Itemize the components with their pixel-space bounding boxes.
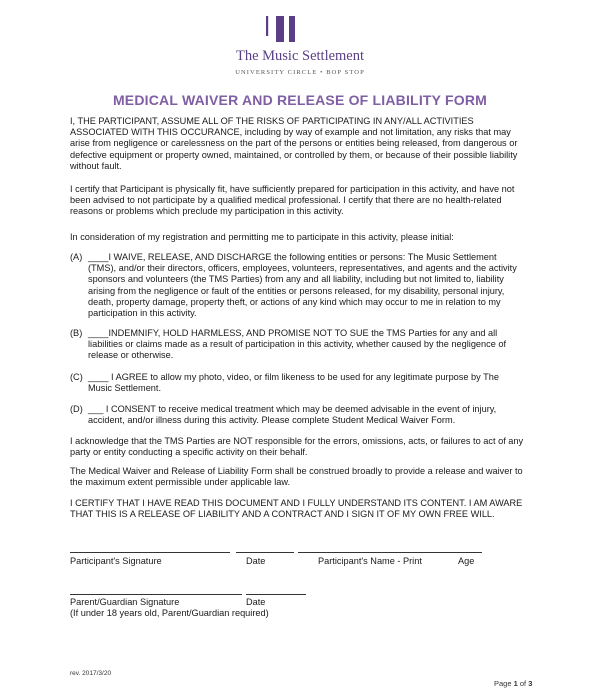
item-b-lead: INDEMNIFY, HOLD HARMLESS, AND PROMISE NOT TO SUE	[108, 328, 369, 338]
item-b-mark: (B)	[70, 328, 83, 338]
item-c-initial-blank[interactable]: ____	[88, 372, 109, 382]
paragraph-construed: The Medical Waiver and Release of Liability Form shall be construed broadly to provide a release and waiver to the maximum extent permissible under applicable law.	[70, 466, 523, 488]
paragraph-certify: I CERTIFY THAT I HAVE READ THIS DOCUMENT AND I FULLY UNDERSTAND ITS CONTENT. I AM AWARE THAT THIS IS A RELEASE OF LIABILITY AND A CONTRACT AND I SIGN IT OF MY OWN FREE WILL.	[70, 498, 523, 520]
guardian-signature-line[interactable]	[70, 594, 242, 595]
item-a-initial-blank[interactable]: ____	[88, 252, 109, 262]
org-name: The Music Settlement	[235, 48, 365, 64]
paragraph-assume-risk-lead: I, THE PARTICIPANT, ASSUME ALL OF THE RISKS OF PARTICIPATING IN ANY/ALL ACTIVITIES ASSOCIATED WITH THIS OCCURANCE,	[70, 116, 474, 138]
participant-signature-label: Participant's Signature	[70, 556, 162, 566]
guardian-signature-label: Parent/Guardian Signature	[70, 597, 180, 607]
participant-signature-line[interactable]	[70, 552, 230, 553]
item-d-lead: I CONSENT	[103, 404, 156, 414]
item-c-rest: to allow my photo, video, or film likeness to be used for any legitimate purpose by The Music Settlement.	[88, 372, 499, 394]
form-body	[70, 116, 525, 520]
paragraph-assume-risk-rest: including by way of example and not limitation, any risks that may arise from negligence or carelessness on the part of the persons or entities being released, from dangerous or defective equipment or property owned, maintained, or controlled by them, or because of their possible liability without fault.	[70, 127, 518, 171]
participant-name-label: Participant's Name - Print	[318, 556, 422, 566]
item-d-mark: (D)	[70, 404, 83, 414]
paragraph-assume-risk	[70, 116, 525, 172]
date-line-1[interactable]	[236, 552, 294, 553]
guardian-note: (If under 18 years old, Parent/Guardian required)	[70, 608, 269, 618]
item-b-initial-blank[interactable]: ____	[88, 328, 109, 338]
participant-name-line[interactable]	[298, 552, 482, 553]
item-a-mark: (A)	[70, 252, 83, 262]
item-a-rest: the following entities or persons: The Music Settlement (TMS), and/or their directors, officers, employees, volunteers, representatives, and agents and the activity sponsors and volunteers (the TMS Parties) from any and all liability, including but not limited to, liability arising from the negligence or fault of the entities or persons released, for my disability, personal injury, death, property damage, property theft, or actions of any kind which may occur to me in relation to my participation in this activity.	[88, 252, 517, 319]
age-label: Age	[458, 556, 475, 566]
form-title: MEDICAL WAIVER AND RELEASE OF LIABILITY FORM	[112, 92, 488, 108]
paragraph-physically-fit: I certify that Participant is physically fit, have sufficiently prepared for participation in this activity, and have not been advised to not participate by a qualified medical professional. I certify that there are no health-related reasons or problems which preclude my participation in this activity.	[70, 184, 515, 217]
date-line-2[interactable]	[246, 594, 306, 595]
item-b-rest: the TMS Parties for any and all liabilities or claims made as a result of participation in this activity, whether caused by the negligence of release or otherwise.	[88, 328, 507, 361]
item-c-mark: (C)	[70, 372, 83, 382]
revision-date: rev. 2017/3/20	[70, 670, 112, 677]
item-a-lead: I WAIVE, RELEASE, AND DISCHARGE	[108, 252, 272, 262]
signature-area	[70, 548, 530, 618]
date-label-1: Date	[246, 556, 266, 566]
paragraph-acknowledge: I acknowledge that the TMS Parties are NOT responsible for the errors, omissions, acts, or failures to act of any party or entity conducting a specific activity on their behalf.	[70, 436, 524, 458]
page-number: Page 1 of 3	[494, 679, 533, 688]
tms-logo-icon	[262, 14, 334, 46]
item-d-rest: to receive medical treatment which may be deemed advisable in the event of injury, accident, and/or illness during this activity. Please complete Student Medical Waiver Form.	[88, 404, 497, 426]
paragraph-consideration: In consideration of my registration and permitting me to participate in this activity, please initial:	[70, 232, 454, 242]
item-d-initial-blank[interactable]: ___	[88, 404, 104, 414]
org-subtitle: UNIVERSITY CIRCLE • BOP STOP	[235, 69, 365, 76]
item-c-lead: I AGREE	[108, 372, 148, 382]
date-label-2: Date	[246, 597, 266, 607]
